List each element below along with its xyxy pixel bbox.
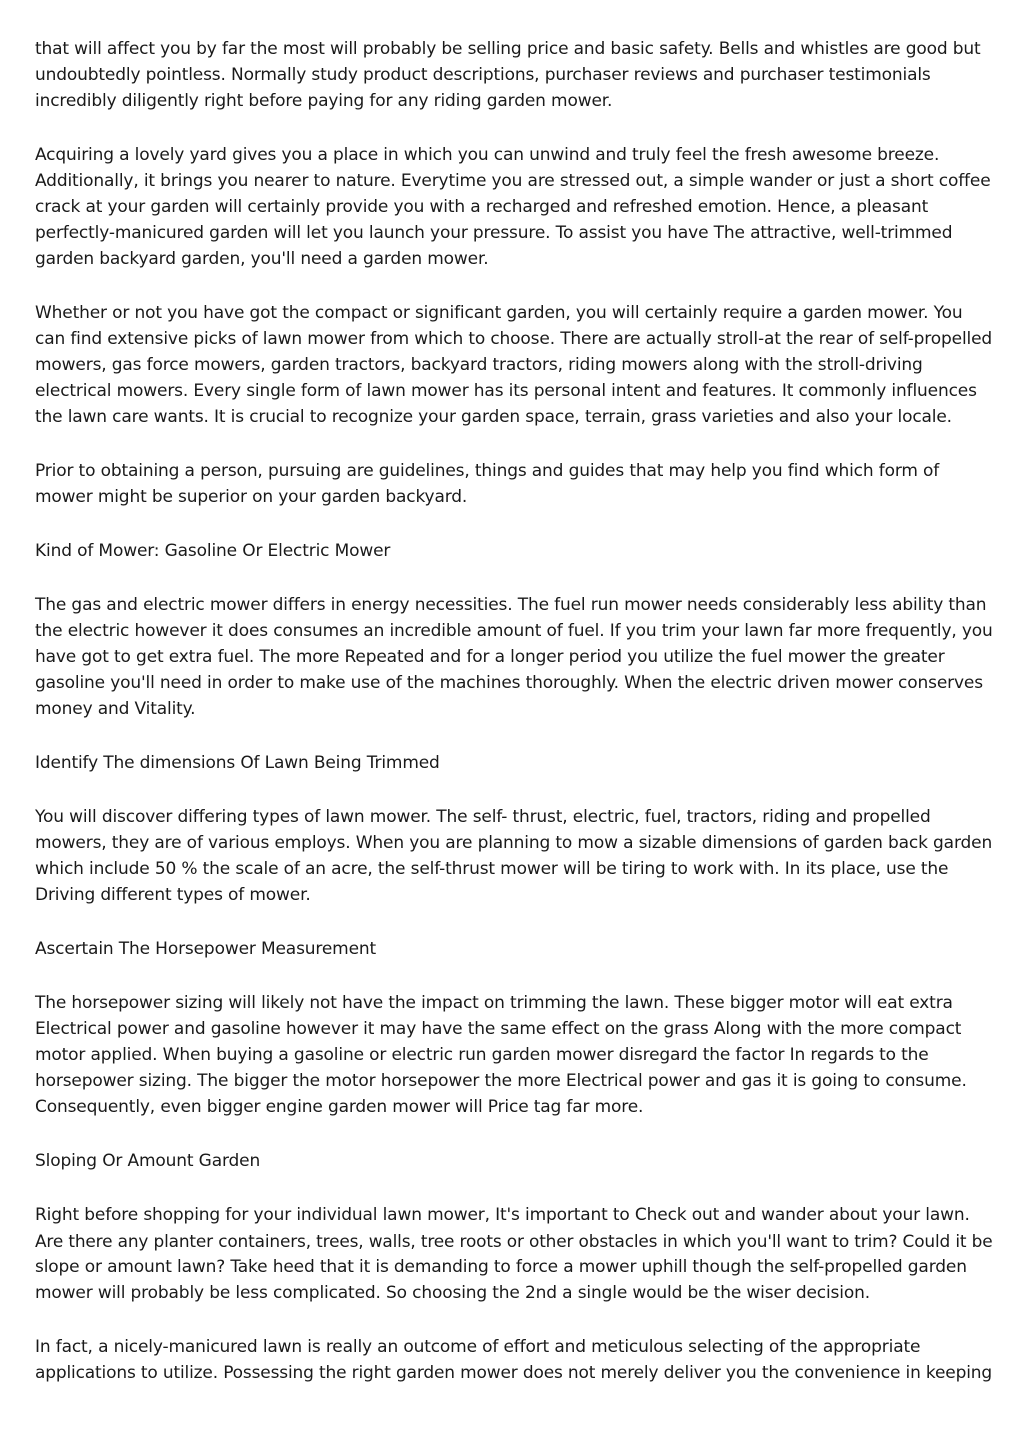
- section-heading: [35, 936, 993, 962]
- paragraph: [35, 300, 993, 430]
- paragraph: [35, 592, 993, 722]
- text-line: crack at your garden will certainly provide you with a recharged and refreshed emotion. Hence, a pleasant: [35, 197, 929, 217]
- section-heading: [35, 750, 993, 776]
- text-line: Prior to obtaining a person, pursuing are guidelines, things and guides that may help you find which form of: [35, 461, 940, 481]
- text-line: Acquiring a lovely yard gives you a place in which you can unwind and truly feel the fresh awesome breeze.: [35, 145, 940, 165]
- text-line: Identify The dimensions Of Lawn Being Trimmed: [35, 753, 440, 773]
- text-line: Consequently, even bigger engine garden mower will Price tag far more.: [35, 1097, 644, 1117]
- paragraph: [35, 142, 993, 272]
- text-line: have got to get extra fuel. The more Repeated and for a longer period you utilize the fuel mower the greater: [35, 647, 945, 667]
- text-line: perfectly-manicured garden will let you launch your pressure. To assist you have The attractive, well-trimmed: [35, 223, 953, 243]
- text-line: Electrical power and gasoline however it may have the same effect on the grass Along with the more compact: [35, 1019, 962, 1039]
- text-line: money and Vitality.: [35, 699, 196, 719]
- text-line: incredibly diligently right before paying for any riding garden mower.: [35, 91, 613, 111]
- text-line: undoubtedly pointless. Normally study product descriptions, purchaser reviews and purchaser testimonials: [35, 65, 931, 85]
- text-line: The horsepower sizing will likely not have the impact on trimming the lawn. These bigger motor will eat extra: [35, 993, 953, 1013]
- text-line: Are there any planter containers, trees, walls, tree roots or other obstacles in which you'll want to trim? Could it be: [35, 1231, 993, 1251]
- text-line: mower will probably be less complicated. So choosing the 2nd a single would be the wiser decision.: [35, 1283, 870, 1303]
- text-line: Right before shopping for your individual lawn mower, It's important to Check out and wander about your lawn.: [35, 1205, 970, 1225]
- text-line: electrical mowers. Every single form of lawn mower has its personal intent and features. It commonly influences: [35, 381, 977, 401]
- paragraph: [35, 1202, 993, 1306]
- paragraph: [35, 804, 993, 908]
- section-heading: [35, 538, 993, 564]
- paragraph: [35, 990, 993, 1120]
- text-line: The gas and electric mower differs in energy necessities. The fuel run mower needs considerably less ability than: [35, 595, 987, 615]
- text-line: mowers, they are of various employs. When you are planning to mow a sizable dimensions of garden back garden: [35, 833, 993, 853]
- text-line: horsepower sizing. The bigger the motor horsepower the more Electrical power and gas it is going to consume.: [35, 1071, 967, 1091]
- text-line: slope or amount lawn? Take heed that it is demanding to force a mower uphill though the self-propelled garden: [35, 1257, 967, 1277]
- text-line: Sloping Or Amount Garden: [35, 1151, 261, 1171]
- text-line: can find extensive picks of lawn mower from which to choose. There are actually stroll-at the rear of self-propelled: [35, 329, 993, 349]
- text-line: Driving different types of mower.: [35, 885, 311, 905]
- text-line: gasoline you'll need in order to make use of the machines thoroughly. When the electric driven mower conserves: [35, 673, 983, 693]
- text-line: Kind of Mower: Gasoline Or Electric Mower: [35, 541, 391, 561]
- text-line: that will affect you by far the most will probably be selling price and basic safety. Bells and whistles are good but: [35, 39, 981, 59]
- text-line: applications to utilize. Possessing the right garden mower does not merely deliver you the convenience in keeping: [35, 1363, 992, 1383]
- text-line: mower might be superior on your garden backyard.: [35, 487, 468, 507]
- text-line: Ascertain The Horsepower Measurement: [35, 939, 377, 959]
- text-line: Whether or not you have got the compact or significant garden, you will certainly require a garden mower. You: [35, 303, 963, 323]
- text-line: Additionally, it brings you nearer to nature. Everytime you are stressed out, a simple wander or just a short coffee: [35, 171, 991, 191]
- text-line: In fact, a nicely-manicured lawn is really an outcome of effort and meticulous selecting of the appropriate: [35, 1337, 921, 1357]
- paragraph: [35, 36, 993, 114]
- text-line: garden backyard garden, you'll need a garden mower.: [35, 249, 489, 269]
- text-line: which include 50 % the scale of an acre, the self-thrust mower will be tiring to work with. In its place, use the: [35, 859, 949, 879]
- text-line: motor applied. When buying a gasoline or electric run garden mower disregard the factor In regards to the: [35, 1045, 929, 1065]
- text-line: mowers, gas force mowers, garden tractors, backyard tractors, riding mowers along with the stroll-driving: [35, 355, 923, 375]
- paragraph: [35, 458, 993, 510]
- text-line: the electric however it does consumes an incredible amount of fuel. If you trim your lawn far more frequently, you: [35, 621, 993, 641]
- paragraph: [35, 1334, 993, 1386]
- section-heading: [35, 1148, 993, 1174]
- text-line: the lawn care wants. It is crucial to recognize your garden space, terrain, grass varieties and also your locale.: [35, 407, 952, 427]
- text-line: You will discover differing types of lawn mower. The self- thrust, electric, fuel, tractors, riding and propelled: [35, 807, 931, 827]
- document-page: [35, 36, 993, 1414]
